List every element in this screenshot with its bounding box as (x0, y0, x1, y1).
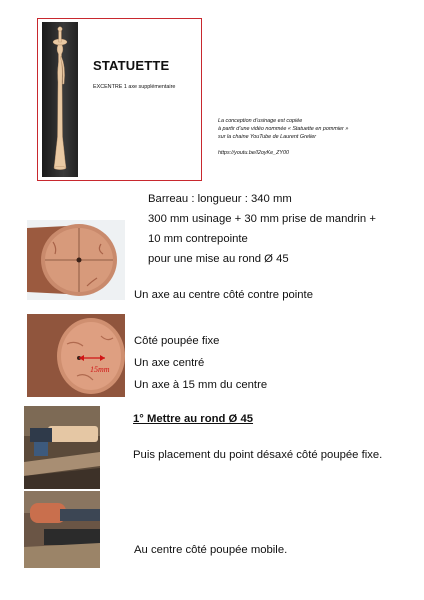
spec-line: 10 mm contrepointe (148, 233, 248, 245)
step1-text: Puis placement du point désaxé côté poupée fixe. (133, 449, 383, 461)
credits-line: La conception d’usinage est copiée (218, 118, 303, 124)
tailstock-end-illustration (27, 220, 125, 300)
measurement-label: 15mm (90, 365, 110, 374)
statuette-illustration (42, 22, 78, 177)
spec-line: 300 mm usinage + 30 mm prise de mandrin + (148, 213, 376, 225)
tailstock-placement-photo (24, 491, 100, 568)
headstock-notes (134, 330, 267, 396)
page-subtitle: EXCENTRE 1 axe supplémentaire (93, 84, 176, 90)
headstock-end-photo (27, 314, 125, 397)
headstock-line: Un axe à 15 mm du centre (134, 379, 268, 391)
credits-line: à partir d’une vidéo nommée « Statuette en pommier » (218, 126, 349, 132)
tailstock-placement-illustration (24, 491, 100, 568)
spec-line: Barreau : longueur : 340 mm (148, 193, 292, 205)
statuette-photo (42, 22, 78, 177)
lathe-turning-photo (24, 406, 100, 489)
final-step-text: Au centre côté poupée mobile. (134, 544, 288, 556)
credits-line: sur la chaine YouTube de Laurent Grelier (218, 134, 317, 140)
step1-heading: 1° Mettre au rond Ø 45 (133, 413, 254, 425)
blank-specs (148, 189, 376, 269)
lathe-turning-illustration (24, 406, 100, 489)
tailstock-end-photo (27, 220, 125, 300)
tailstock-center-text: Un axe au centre côté contre pointe (134, 289, 313, 301)
page-title: STATUETTE (93, 58, 170, 73)
headstock-line: Côté poupée fixe (134, 335, 220, 347)
headstock-line: Un axe centré (134, 357, 205, 369)
title-card (37, 18, 202, 181)
headstock-end-illustration (27, 314, 125, 397)
credits-note (218, 117, 418, 157)
spec-line: pour une mise au rond Ø 45 (148, 253, 289, 265)
video-link[interactable]: https://youtu.be/I2oyKe_ZY00 (218, 150, 290, 156)
